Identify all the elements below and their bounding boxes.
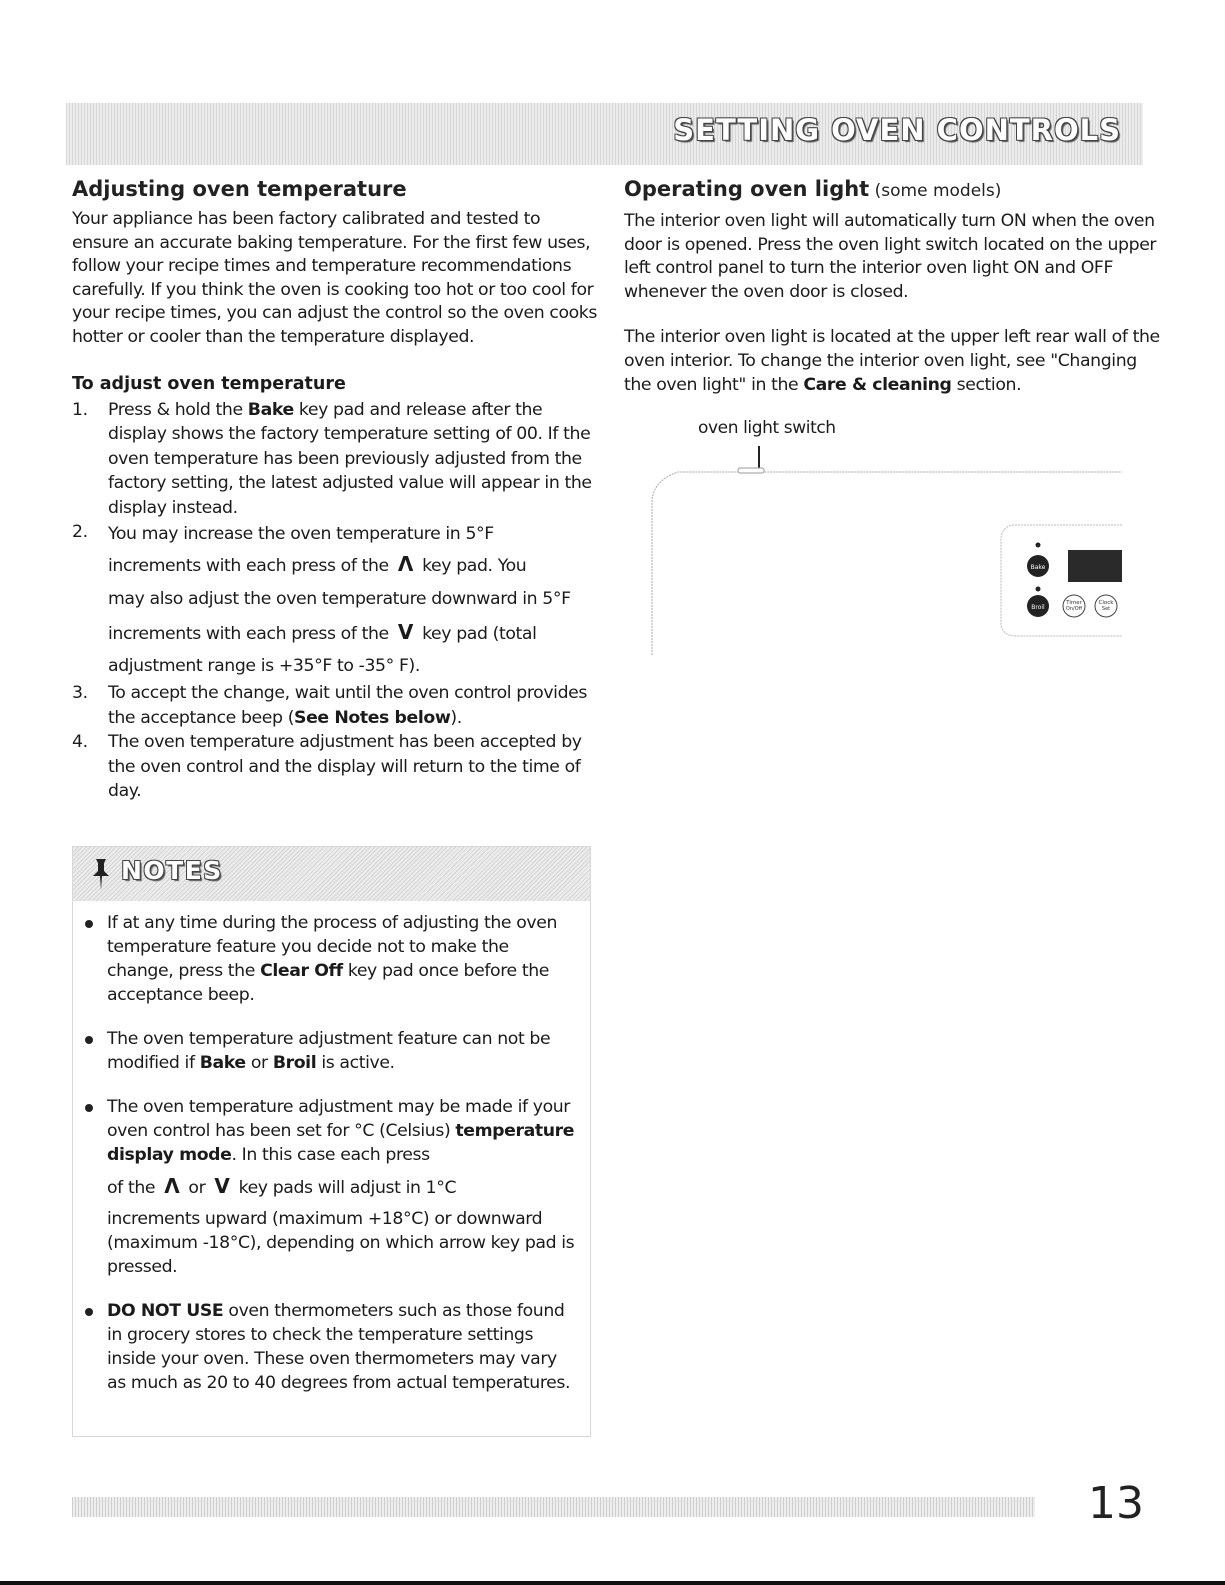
bottom-rule [0, 1581, 1225, 1585]
step-text: increments with each press of the [108, 624, 389, 645]
step-text: To accept the change, wait until the oven control provides the acceptance beep ( [108, 683, 587, 728]
step-number: 4. [72, 732, 88, 753]
light-para-2 [624, 326, 1164, 397]
note-text: . In this case each press [231, 1145, 430, 1165]
note-text: or [188, 1178, 206, 1198]
bake-key-ref: Bake [247, 399, 294, 420]
light-heading-text: Operating oven light [624, 177, 870, 201]
adjusting-intro: Your appliance has been factory calibrated and tested to ensure an accurate baking temperature. For the first few uses, follow your recipe times and temperature recommendations carefully. If you think the oven is cooking too hot or too cool for your recipe times, you can adjust the control so the oven cooks hotter or cooler than the temperature displayed. [72, 209, 598, 347]
display-mode-ref: temperature display mode [107, 1121, 575, 1165]
bullet-icon [85, 920, 93, 928]
step-line [108, 616, 597, 651]
step-text: key pad (total [422, 624, 537, 645]
display-window-icon [1068, 550, 1122, 582]
step-number: 3. [72, 683, 88, 704]
note-item [85, 1027, 578, 1075]
timer-key-label-2: On/Off [1065, 606, 1083, 612]
note-text: If at any time during the process of adjusting the oven temperature feature you decide not to make the change, press the [107, 913, 558, 981]
bake-ref: Bake [199, 1053, 246, 1073]
control-panel-diagram [648, 440, 1128, 655]
step-3 [72, 681, 597, 730]
step-text: key pad and release after the display shows the factory temperature setting of 00. If the oven temperature has been previously adjusted from the factory setting, the latest adjusted value will appear in the display instead. [108, 399, 592, 518]
note-text: key pads will adjust in 1°C [238, 1178, 457, 1198]
notes-header [73, 847, 590, 901]
up-arrow-icon: Λ [397, 552, 413, 577]
light-heading [624, 174, 1164, 206]
light-heading-note: (some models) [869, 181, 1002, 201]
step-number: 2. [72, 522, 88, 543]
adjust-subheading: To adjust oven temperature [72, 373, 346, 394]
care-cleaning-ref: Care & cleaning [803, 374, 952, 395]
note-text: is active. [316, 1053, 395, 1073]
header-banner [66, 103, 1143, 165]
note-item [85, 1095, 578, 1279]
step-1 [72, 398, 597, 521]
oven-light-caption: oven light switch [698, 418, 836, 438]
do-not-use-ref: DO NOT USE [107, 1301, 224, 1321]
step-line: adjustment range is +35°F to -35° F). [108, 656, 420, 677]
bullet-icon [85, 1308, 93, 1316]
notes-box [72, 846, 591, 1437]
clock-key-label-2: Set [1101, 606, 1111, 612]
step-number: 1. [72, 399, 88, 420]
timer-key-label: Timer [1066, 600, 1082, 606]
light-para-1: The interior oven light will automatically turn ON when the oven door is opened. Press the oven light switch located on the upper left control panel to turn the interior oven light ON and OFF whenever the oven door is closed. [624, 211, 1157, 302]
note-text: key pad once before the acceptance beep. [107, 961, 550, 1005]
step-text: increments with each press of the [108, 556, 389, 577]
bake-key-label: Bake [1030, 564, 1046, 571]
page-number: 13 [1088, 1478, 1144, 1529]
down-arrow-icon: V [397, 620, 413, 645]
left-column [72, 174, 597, 804]
note-item [85, 911, 578, 1007]
right-column [624, 174, 1164, 397]
step-2 [72, 520, 597, 681]
step-text: key pad. You [422, 556, 527, 577]
adjust-steps [72, 398, 597, 804]
down-arrow-icon: V [214, 1174, 230, 1198]
note-text: oven thermometers such as those found in grocery stores to check the temperature settings inside your oven. These oven thermometers may vary as much as 20 to 40 degrees from actual temperatures. [107, 1301, 571, 1393]
bullet-icon [85, 1104, 93, 1112]
step-4 [72, 730, 597, 804]
clear-off-ref: Clear Off [260, 961, 343, 981]
clock-key-label: Clock [1098, 600, 1114, 606]
light-text: section. [951, 374, 1022, 395]
step-text: The oven temperature adjustment has been accepted by the oven control and the display will return to the time of day. [108, 732, 582, 802]
note-text: The oven temperature adjustment feature can not be modified if [107, 1029, 551, 1073]
step-text: ). [450, 707, 462, 728]
up-arrow-icon: Λ [164, 1174, 180, 1198]
note-line [107, 1167, 578, 1207]
note-text: The oven temperature adjustment may be made if your oven control has been set for °C (Celsius) [107, 1097, 571, 1141]
page-title: SETTING OVEN CONTROLS [673, 113, 1121, 147]
step-line: You may increase the oven temperature in 5°F [108, 524, 494, 545]
note-text: of the [107, 1178, 156, 1198]
footer-bar [72, 1497, 1035, 1517]
broil-ref: Broil [272, 1053, 317, 1073]
note-text: or [245, 1053, 273, 1073]
adjusting-heading: Adjusting oven temperature [72, 177, 407, 201]
bullet-icon [85, 1036, 93, 1044]
step-text: Press & hold the [108, 399, 248, 420]
notes-title: NOTES [121, 856, 223, 885]
notes-list [73, 901, 590, 1395]
step-line [108, 548, 597, 583]
note-item [85, 1299, 578, 1395]
step-line: may also adjust the oven temperature downward in 5°F [108, 589, 571, 610]
light-text: The interior oven light is located at the upper left rear wall of the oven interior. To change the interior oven light, see "Changing the oven light" in the [624, 327, 1160, 395]
pushpin-icon [89, 857, 113, 891]
broil-key-label: Broil [1031, 604, 1045, 611]
note-text: increments upward (maximum +18°C) or downward (maximum -18°C), depending on which arrow key pad is pressed. [107, 1209, 575, 1277]
see-notes-ref: See Notes below [294, 707, 451, 728]
